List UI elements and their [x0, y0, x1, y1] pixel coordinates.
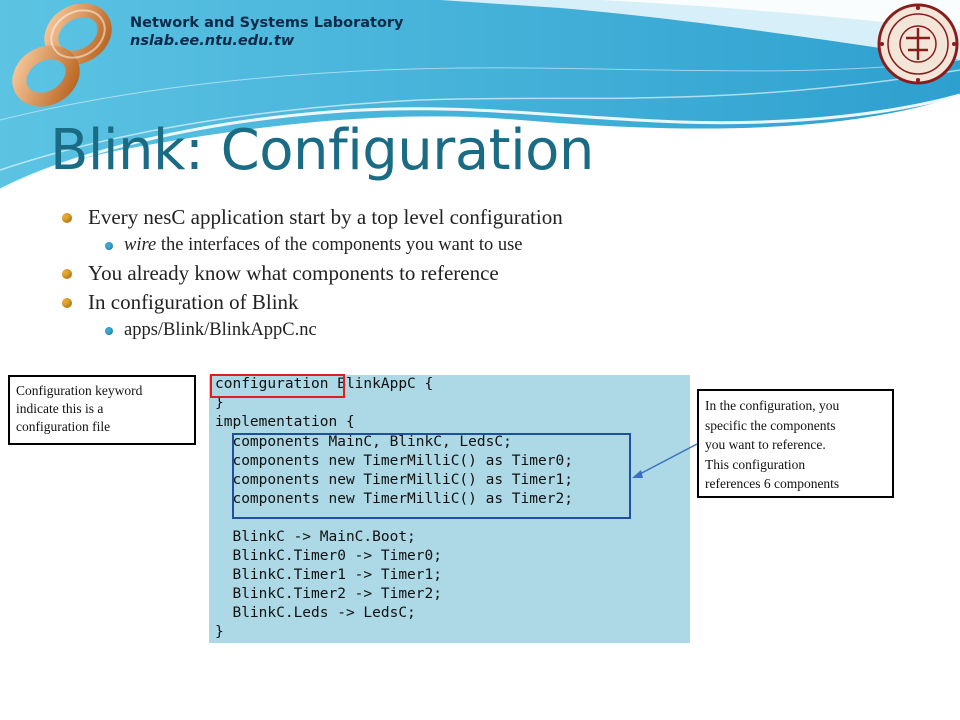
bullet-marker: [62, 269, 72, 279]
infinity-logo-icon: [8, 4, 116, 112]
emphasis-word: wire: [124, 235, 157, 255]
code-line: BlinkC.Timer2 -> Timer2;: [215, 586, 442, 602]
code-line: BlinkC.Timer0 -> Timer0;: [215, 548, 442, 564]
note-line: indicate this is a: [16, 401, 104, 416]
code-line: BlinkC -> MainC.Boot;: [215, 529, 416, 545]
university-seal-icon: [876, 2, 960, 86]
code-line: configuration BlinkAppC {: [215, 376, 434, 392]
note-line: specific the components: [705, 417, 836, 433]
code-line: }: [215, 624, 224, 640]
lab-header: [130, 14, 404, 50]
code-line: BlinkC.Timer1 -> Timer1;: [215, 567, 442, 583]
bullet-text: In configuration of Blink: [88, 290, 299, 314]
code-line: }: [215, 395, 224, 411]
lab-url: nslab.ee.ntu.edu.tw: [130, 33, 295, 49]
note-line: Configuration keyword: [16, 383, 143, 398]
keyword-note: [8, 375, 196, 445]
bullet-marker: [62, 213, 72, 223]
sub-bullet-text: [124, 235, 523, 256]
note-line: you want to reference.: [705, 437, 826, 452]
code-line: implementation {: [215, 414, 355, 430]
bullet-marker: [62, 298, 72, 308]
lab-name: Network and Systems Laboratory: [130, 15, 404, 31]
sub-bullet-rest: the interfaces of the components you want to use: [156, 235, 523, 255]
bullet-text: You already know what components to reference: [88, 261, 499, 285]
sub-bullet-text: apps/Blink/BlinkAppC.nc: [124, 320, 317, 340]
code-line: components MainC, BlinkC, LedsC;: [215, 434, 512, 450]
code-line: components new TimerMilliC() as Timer2;: [215, 491, 573, 507]
note-line: This configuration: [705, 456, 806, 472]
code-line: BlinkC.Leds -> LedsC;: [215, 605, 416, 621]
bullet-text: Every nesC application start by a top level configuration: [88, 205, 563, 229]
code-line: components new TimerMilliC() as Timer0;: [215, 453, 573, 469]
components-highlight: [232, 433, 631, 519]
keyword-highlight: [210, 374, 345, 398]
components-note: [697, 389, 894, 498]
note-line: references 6 components: [705, 476, 840, 491]
bullet-marker: [105, 327, 113, 335]
note-line: configuration file: [16, 419, 111, 434]
bullet-marker: [105, 242, 113, 250]
slide-title: Blink: Configuration: [50, 118, 594, 183]
code-line: components new TimerMilliC() as Timer1;: [215, 472, 573, 488]
note-line: In the configuration, you: [705, 398, 840, 413]
